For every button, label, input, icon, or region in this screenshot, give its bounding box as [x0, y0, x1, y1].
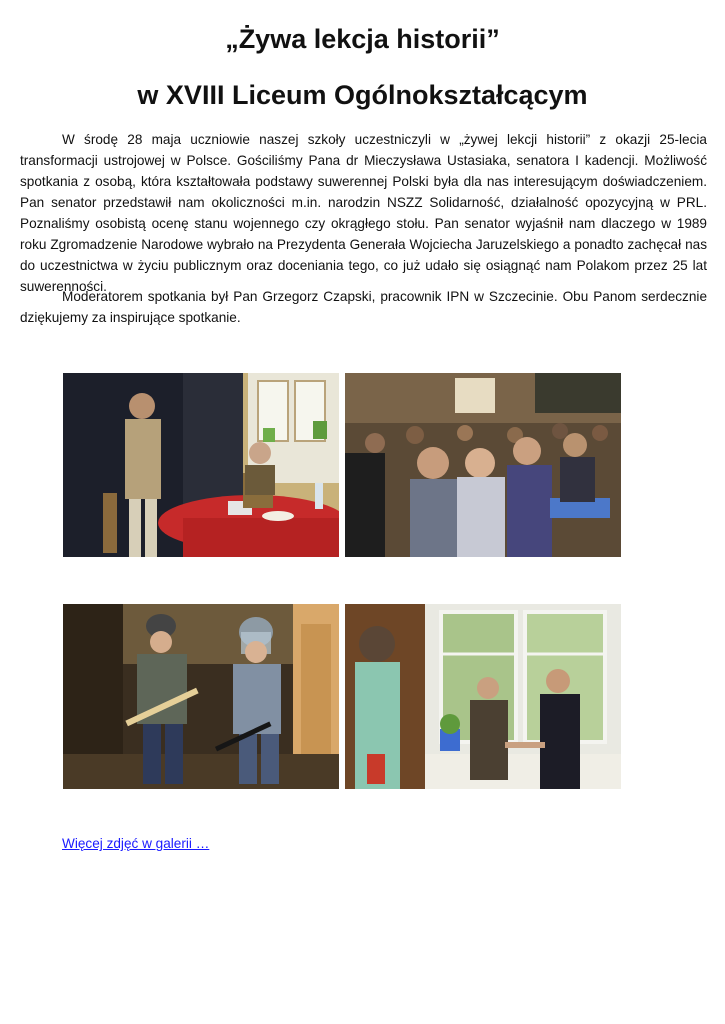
photo-speaker-at-table — [63, 373, 339, 557]
gallery-link[interactable]: Więcej zdjęć w galerii … — [62, 836, 210, 851]
paragraph-1: W środę 28 maja uczniowie naszej szkoły uczestniczyli w „żywej lekcji historii” z okazji 25-lecia transformacji ustrojowej w Polsce. Gościliśmy Pana dr Mieczysława Ustasiaka, senatora I kadencji. Możliwość spotkania z osobą, która kształtowała podstawy suwerennej Polski była dla nas interesującym doświadczeniem. Pan senator przedstawił nam okoliczności m.in. narodzin NSZZ Solidarność, działalność opozycyjną w PRL. Poznaliśmy osobistą ocenę stanu wojennego czy okrągłego stołu. Pan senator wyjaśnił nam dlaczego w 1989 roku Zgromadzenie Narodowe wybrało na Prezydenta Generała Wojciecha Jaruzelskiego a ponadto zachęcał nas do uczestnictwa w życiu publicznym oraz doceniania tego, co już udało się osiągnąć nam Polakom przez 25 lat suwerenności. — [20, 132, 707, 294]
paragraph-2: Moderatorem spotkania był Pan Grzegorz Czapski, pracownik IPN w Szczecinie. Obu Panom serdecznie dziękujemy za inspirujące spotkanie. — [20, 289, 707, 325]
title-line-1: „Żywa lekcja historii” — [225, 24, 500, 54]
title-line-2: w XVIII Liceum Ogólnokształcącym — [137, 80, 588, 110]
photo-handshake — [345, 604, 621, 789]
photo-audience — [345, 373, 621, 557]
photo-students-in-helmets — [63, 604, 339, 789]
